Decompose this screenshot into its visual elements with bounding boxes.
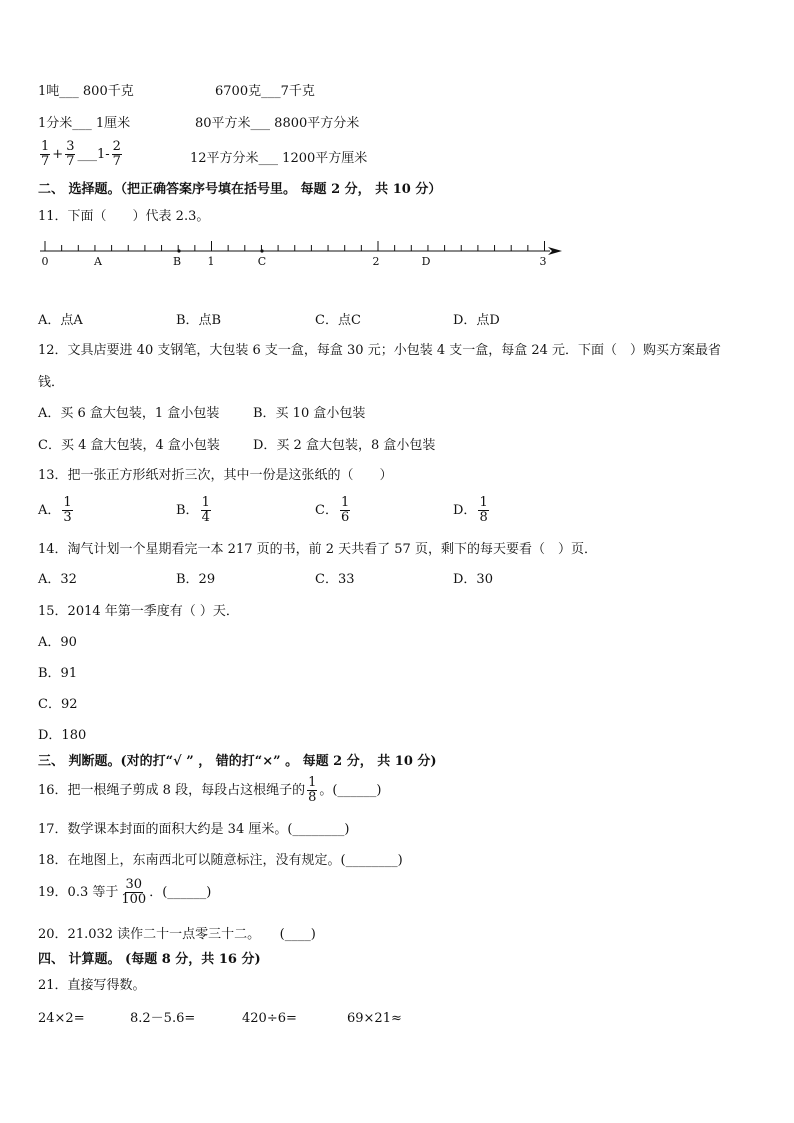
fraction: $\frac{30}{100}$: [121, 877, 147, 907]
tick-label-0: 0: [41, 255, 49, 268]
q14-option-c: C．33: [315, 572, 355, 587]
question-12-line1: 12．文具店要进 40 支钢笔，大包装 6 支一盒，每盒 30 元；小包装 4 支一盒，每盒 24 元．下面（ ）购买方案最省: [38, 343, 722, 358]
q14-option-a: A．32: [38, 572, 77, 587]
question-14: 14．淘气计划一个星期看完一本 217 页的书，前 2 天共看了 57 页，剩下的每天要看（ ）页．: [38, 542, 597, 557]
q11-option-a: A．点A: [38, 313, 83, 328]
tick-label-2: 2: [372, 255, 380, 268]
calc-item-3: 420÷6=: [242, 1011, 297, 1026]
fraction: $\frac{1}{8}$: [479, 495, 488, 525]
question-21: 21．直接写得数。: [38, 978, 146, 993]
q12-option-a: A．买 6 盒大包装，1 盒小包装: [38, 406, 220, 421]
section-3-title: 三、 判断题。(对的打“√ ” ， 错的打“×” 。 每题 2 分， 共 10 分): [38, 754, 437, 769]
fraction: $\frac{1}{3}$: [63, 495, 72, 525]
fraction: $\frac{1}{8}$: [308, 775, 317, 805]
q12-option-c: C．买 4 盒大包装，4 盒小包装: [38, 438, 220, 453]
point-c-dot: [260, 249, 263, 252]
compare-3a: $\frac{1}{7}$ + $\frac{3}{7}$ ___1- $\frac{2}{7}$: [41, 139, 121, 169]
q15-option-d: D．180: [38, 728, 87, 743]
compare-3b: 12平方分米___ 1200平方厘米: [190, 151, 368, 166]
q13-option-c: C． $\frac{1}{6}$: [315, 495, 350, 525]
fraction: $\frac{1}{7}$: [41, 139, 50, 169]
tick-label-1: 1: [207, 255, 215, 268]
question-18: 18．在地图上，东南西北可以随意标注，没有规定。(________): [38, 853, 403, 868]
calc-item-1: 24×2=: [38, 1011, 85, 1026]
question-16: 16．把一根绳子剪成 8 段，每段占这根绳子的 $\frac{1}{8}$ 。(______): [38, 775, 382, 805]
arrow-head-icon: [548, 247, 562, 255]
fraction: $\frac{1}{6}$: [340, 495, 350, 525]
q11-option-c: C．点C: [315, 313, 361, 328]
question-12-line2: 钱．: [38, 375, 65, 390]
question-17: 17．数学课本封面的面积大约是 34 厘米。(________): [38, 822, 350, 837]
q15-option-c: C．92: [38, 697, 78, 712]
fraction: $\frac{3}{7}$: [66, 139, 75, 169]
q13-option-a: A． $\frac{1}{3}$: [38, 495, 72, 525]
question-11: 11．下面（ ）代表 2.3。: [38, 209, 210, 224]
point-label-c: C: [257, 255, 267, 268]
fraction: $\frac{2}{7}$: [112, 139, 121, 169]
point-label-a: A: [94, 255, 102, 268]
section-4-title: 四、 计算题。 (每题 8 分，共 16 分): [38, 952, 261, 967]
q15-option-b: B．91: [38, 666, 78, 681]
compare-1a: 1吨___ 800千克: [38, 84, 134, 99]
calc-item-2: 8.2－5.6=: [130, 1011, 196, 1026]
point-b-dot: [177, 249, 180, 252]
q14-option-d: D．30: [453, 572, 493, 587]
q11-option-b: B．点B: [176, 313, 222, 328]
q12-option-d: D．买 2 盒大包装，8 盒小包装: [253, 438, 436, 453]
point-label-b: B: [172, 255, 182, 268]
section-2-title: 二、 选择题。（把正确答案序号填在括号里。 每题 2 分， 共 10 分）: [38, 182, 442, 197]
q13-option-d: D． $\frac{1}{8}$: [453, 495, 488, 525]
compare-1b: 6700克___7千克: [215, 84, 315, 99]
q13-option-b: B． $\frac{1}{4}$: [176, 495, 210, 525]
q11-option-d: D．点D: [453, 313, 500, 328]
compare-2b: 80平方米___ 8800平方分米: [195, 116, 360, 131]
number-line-ticks: [45, 241, 545, 251]
number-line: [30, 234, 570, 270]
point-label-d: D: [421, 255, 431, 268]
compare-2a: 1分米___ 1厘米: [38, 116, 131, 131]
question-13: 13．把一张正方形纸对折三次，其中一份是这张纸的（ ）: [38, 468, 393, 483]
calc-item-4: 69×21≈: [347, 1011, 402, 1026]
question-20: 20．21.032 读作二十一点零三十二。 (____): [38, 927, 316, 942]
tick-label-3: 3: [539, 255, 547, 268]
q15-option-a: A．90: [38, 635, 77, 650]
question-15: 15．2014 年第一季度有（ ）天．: [38, 604, 239, 619]
q12-option-b: B．买 10 盒小包装: [253, 406, 366, 421]
fraction: $\frac{1}{4}$: [201, 495, 210, 525]
question-19: 19．0.3 等于 $\frac{30}{100}$ ．(______): [38, 877, 212, 907]
q14-option-b: B．29: [176, 572, 216, 587]
